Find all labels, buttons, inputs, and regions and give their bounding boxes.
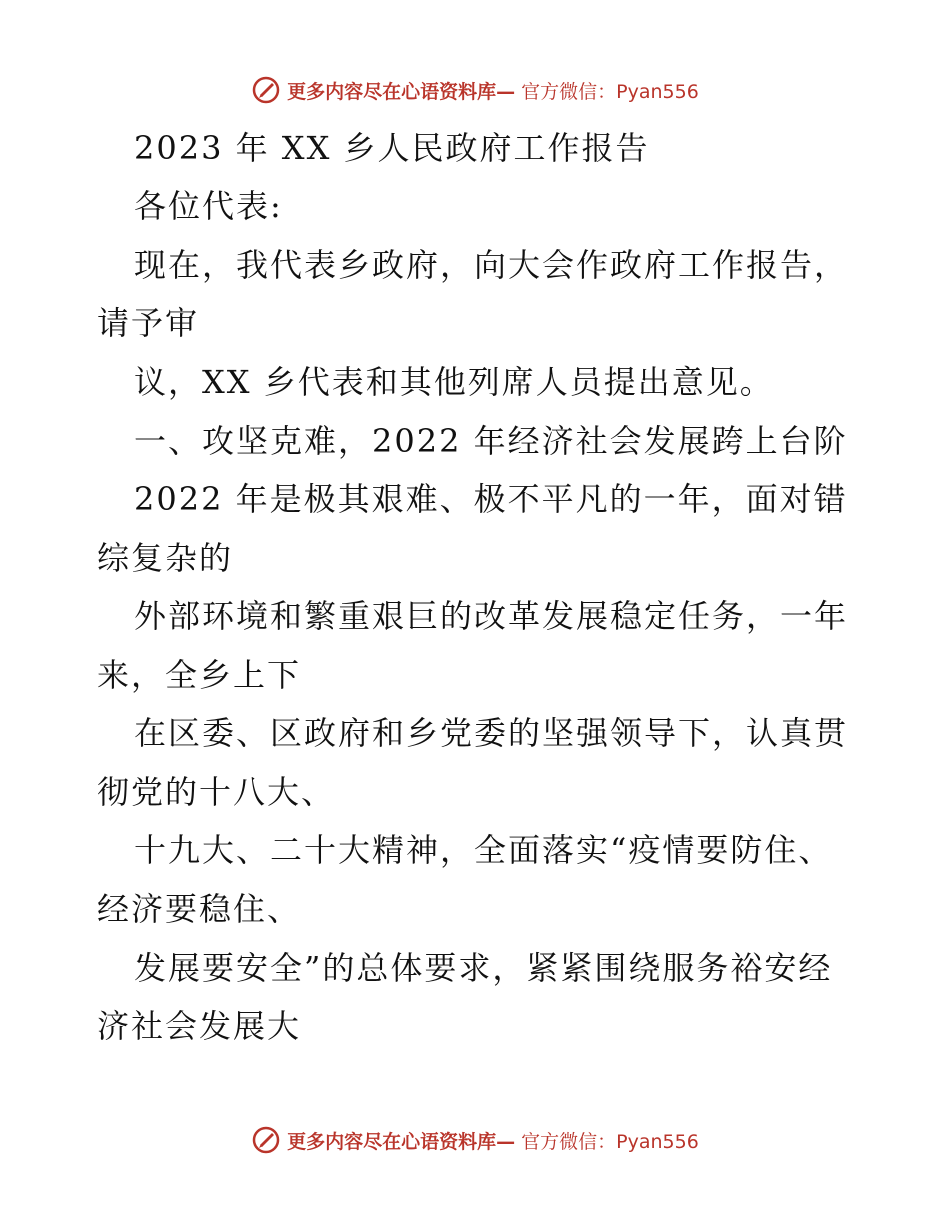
document-line: 现在，我代表乡政府，向大会作政府工作报告， — [134, 246, 849, 284]
document-line: 发展要安全”的总体要求，紧紧围绕服务裕安经 — [134, 949, 833, 987]
document-line: 外部环境和繁重艰巨的改革发展稳定任务，一年 — [134, 597, 849, 635]
document-line: 各位代表: — [134, 187, 283, 225]
header-watermark — [0, 72, 950, 108]
watermark-text: 更多内容尽在心语资料库— — [287, 80, 516, 103]
document-line: 经济要稳住、 — [97, 890, 302, 928]
document-line: 2022 年是极其艰难、极不平凡的一年，面对错 — [134, 480, 848, 518]
document-line: 济社会发展大 — [97, 1007, 302, 1045]
document-line: 请予审 — [97, 304, 200, 342]
document-line: 十九大、二十大精神，全面落实“疫情要防住、 — [134, 831, 833, 869]
document-line: 彻党的十八大、 — [97, 773, 336, 811]
document-line: 综复杂的 — [97, 539, 234, 577]
brand-logo-icon — [251, 75, 281, 105]
watermark-wechat: 官方微信：Pyan556 — [521, 1130, 699, 1153]
watermark-wechat: 官方微信：Pyan556 — [521, 80, 699, 103]
document-title: 2023 年 XX 乡人民政府工作报告 — [134, 129, 650, 167]
document-line: 议，XX 乡代表和其他列席人员提出意见。 — [134, 363, 774, 401]
document-line: 一、攻坚克难，2022 年经济社会发展跨上台阶 — [134, 422, 848, 460]
footer-watermark — [0, 1122, 950, 1158]
watermark-text: 更多内容尽在心语资料库— — [287, 1130, 516, 1153]
document-line: 来，全乡上下 — [97, 656, 302, 694]
document-line: 在区委、区政府和乡党委的坚强领导下，认真贯 — [134, 714, 849, 752]
brand-logo-icon — [251, 1125, 281, 1155]
